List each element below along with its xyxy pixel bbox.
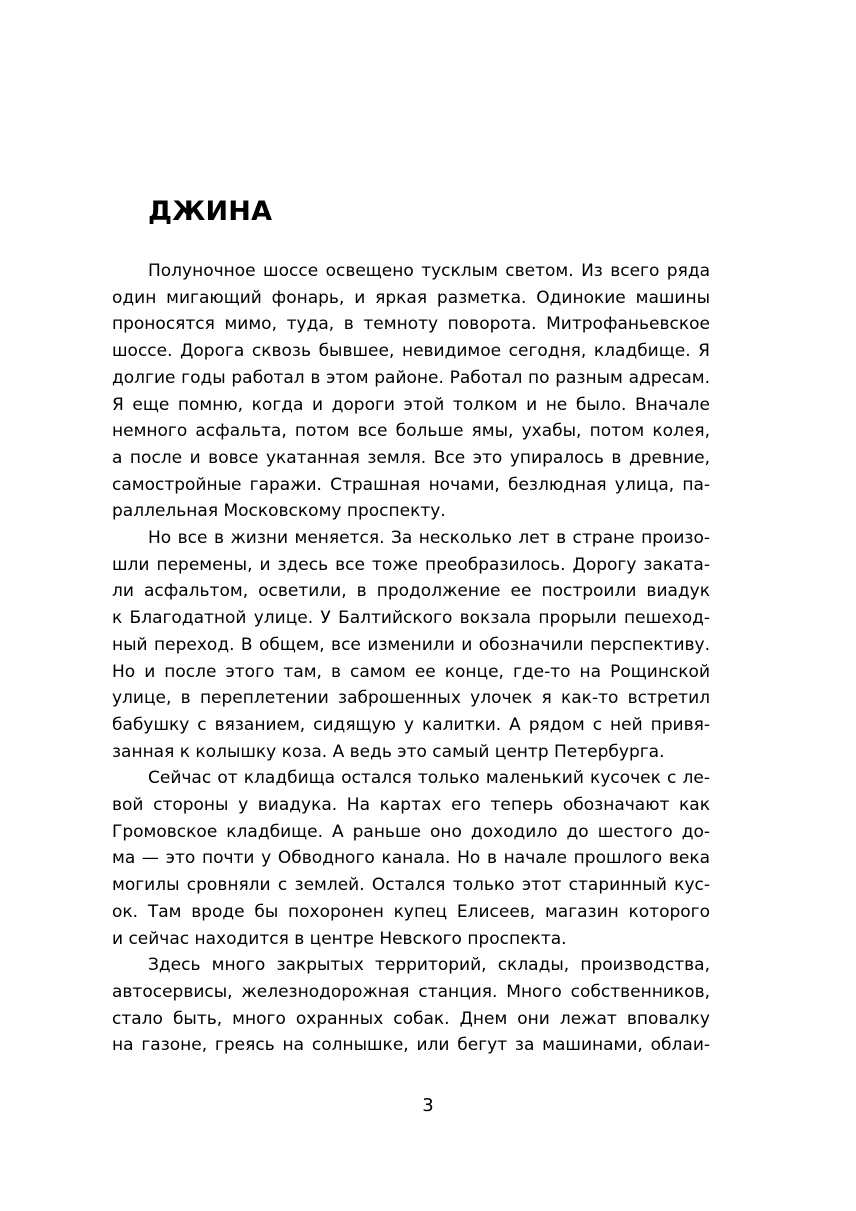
paragraph-line: шли перемены, и здесь все тоже преобразилось. Дорогу заката-: [112, 554, 710, 575]
paragraph-line: бабушку с вязанием, сидящую у калитки. А рядом с ней привя-: [112, 714, 710, 735]
paragraph-line: Громовское кладбище. А раньше оно доходило до шестого до-: [112, 821, 710, 842]
paragraph-line: Полуночное шоссе освещено тусклым светом. Из всего ряда: [148, 261, 710, 281]
paragraph: [112, 952, 710, 1059]
paragraph-line: ма — это почти у Обводного канала. Но в начале прошлого века: [112, 848, 710, 869]
chapter-body: [112, 258, 710, 1059]
paragraph-line: самостройные гаражи. Страшная ночами, безлюдная улица, па-: [112, 474, 710, 495]
paragraph-line: занная к колышку коза. А ведь это самый центр Петербурга.: [112, 741, 665, 762]
paragraph-line: стало быть, много охранных собак. Днем они лежат вповалку: [112, 1008, 710, 1029]
paragraph-line: раллельная Московскому проспекту.: [112, 501, 446, 522]
paragraph-line: вой стороны у виадука. На картах его теперь обозначают как: [112, 795, 710, 816]
paragraph: [112, 525, 710, 765]
chapter-title: ДЖИНА: [148, 196, 273, 227]
paragraph-line: проносятся мимо, туда, в темноту поворота. Митрофаньевское: [112, 314, 710, 335]
page-number: 3: [422, 1095, 434, 1116]
paragraph-line: улице, в переплетении заброшенных улочек я как-то встретил: [112, 688, 710, 709]
paragraph: [112, 765, 710, 952]
paragraph-line: Здесь много закрытых территорий, склады, производства,: [148, 955, 710, 976]
paragraph-line: ный переход. В общем, все изменили и обозначили перспективу.: [112, 634, 710, 655]
paragraph-line: к Благодатной улице. У Балтийского вокзала прорыли пешеход-: [112, 608, 710, 629]
paragraph-line: Сейчас от кладбища остался только маленький кусочек с ле-: [148, 768, 710, 789]
paragraph: [112, 258, 710, 525]
paragraph-line: Но все в жизни меняется. За несколько лет в стране произо-: [148, 528, 710, 549]
paragraph-line: могилы сровняли с землей. Остался только этот старинный кус-: [112, 875, 710, 896]
paragraph-line: немного асфальта, потом все больше ямы, ухабы, потом колея,: [112, 421, 710, 442]
paragraph-line: на газоне, греясь на солнышке, или бегут за машинами, облаи-: [112, 1035, 710, 1056]
paragraph-line: Я еще помню, когда и дороги этой толком и не было. Вначале: [112, 394, 710, 415]
paragraph-line: и сейчас находится в центре Невского проспекта.: [112, 928, 567, 949]
paragraph-line: один мигающий фонарь, и яркая разметка. Одинокие машины: [112, 287, 710, 308]
paragraph-line: автосервисы, железнодорожная станция. Много собственников,: [112, 981, 710, 1002]
paragraph-line: а после и вовсе укатанная земля. Все это упиралось в древние,: [112, 447, 710, 468]
paragraph-line: шоссе. Дорога сквозь бывшее, невидимое сегодня, кладбище. Я: [112, 341, 710, 362]
paragraph-line: Но и после этого там, в самом ее конце, где-то на Рощинской: [112, 661, 710, 682]
paragraph-line: ок. Там вроде бы похоронен купец Елисеев, магазин которого: [112, 901, 710, 922]
paragraph-line: долгие годы работал в этом районе. Работал по разным адресам.: [112, 367, 710, 388]
paragraph-line: ли асфальтом, осветили, в продолжение ее построили виадук: [112, 581, 710, 602]
